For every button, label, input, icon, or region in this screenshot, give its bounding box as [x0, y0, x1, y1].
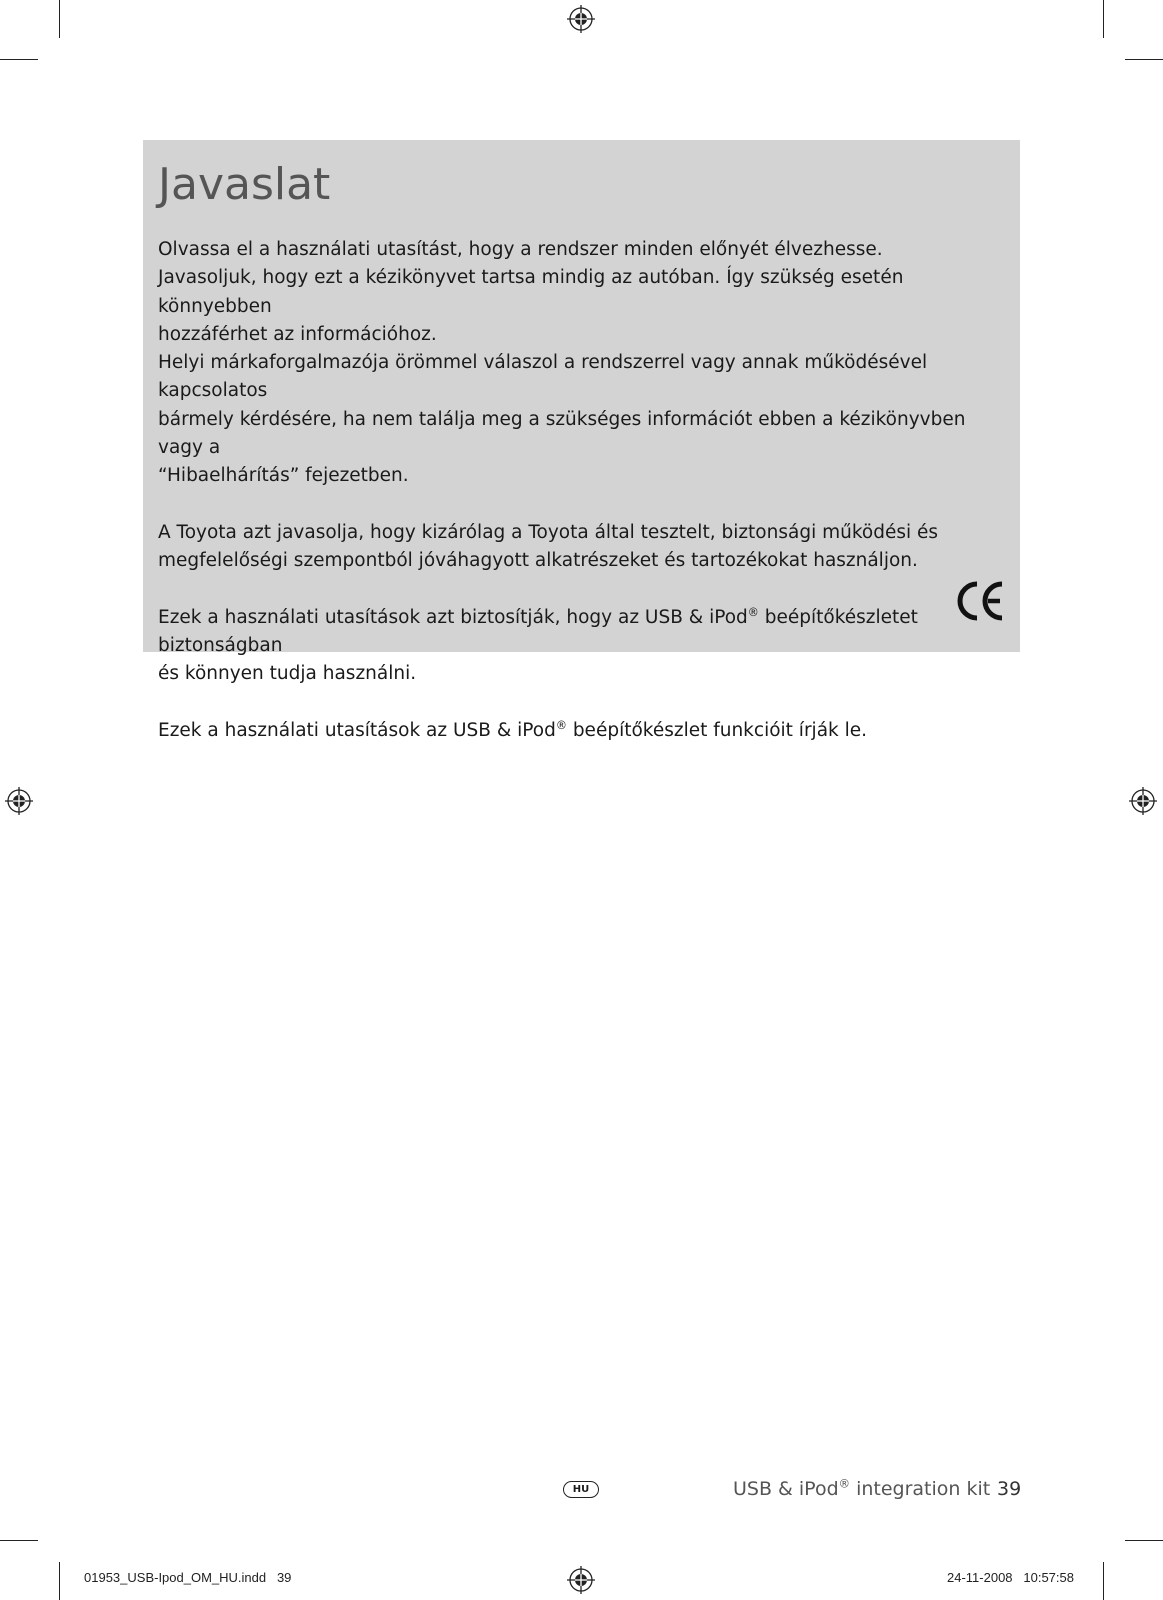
- registration-mark-icon: [566, 1565, 596, 1595]
- slug-file: 01953_USB-Ipod_OM_HU.indd 39: [84, 1570, 292, 1585]
- text-line: Helyi márkaforgalmazója örömmel válaszol a rendszerrel vagy annak működésével kapcsolatos: [158, 352, 928, 402]
- registration-mark-icon: [566, 4, 596, 34]
- paragraph: [158, 236, 1004, 491]
- text-line: Olvassa el a használati utasítást, hogy a rendszer minden előnyét élvezhesse.: [158, 239, 883, 260]
- footer-title: USB & iPod® integration kit: [733, 1476, 991, 1500]
- text-line: A Toyota azt javasolja, hogy kizárólag a Toyota által tesztelt, biztonsági működési és: [158, 521, 939, 543]
- language-badge: HU: [563, 1481, 599, 1498]
- text-line: bármely kérdésére, ha nem találja meg a szükséges információt ebben a kézikönyvben vagy a: [158, 408, 966, 459]
- registered-mark: ®: [555, 718, 567, 732]
- crop-mark: [1103, 0, 1104, 38]
- crop-mark: [59, 1562, 60, 1600]
- crop-mark: [0, 59, 38, 60]
- registered-mark: ®: [838, 1476, 851, 1491]
- text-line: megfelelőségi szempontból jóváhagyott alkatrészeket és tartozékokat használjon.: [158, 550, 918, 572]
- crop-mark: [0, 1540, 38, 1541]
- registration-mark-icon: [4, 786, 34, 816]
- ce-mark-icon: [956, 580, 1004, 622]
- text-line: Ezek a használati utasítások azt biztosítják, hogy az USB & iPod® beépítőkészletet biztonságban: [158, 605, 918, 657]
- crop-mark: [1125, 1540, 1163, 1541]
- text-line: “Hibaelhárítás” fejezetben.: [158, 465, 409, 487]
- registered-mark: ®: [747, 605, 759, 619]
- text-line: Javasoljuk, hogy ezt a kézikönyvet tartsa mindig az autóban. Így szükség esetén könnyebben: [158, 267, 904, 317]
- text-line: és könnyen tudja használni.: [158, 663, 417, 685]
- paragraph: [158, 717, 1004, 745]
- crop-mark: [59, 0, 60, 38]
- crop-mark: [1125, 59, 1163, 60]
- registration-mark-icon: [1128, 786, 1158, 816]
- slug-date: 24-11-2008 10:57:58: [947, 1570, 1074, 1585]
- section-title: Javaslat: [158, 159, 331, 210]
- recommendation-box: [143, 140, 1020, 742]
- page-number: 39: [997, 1478, 1022, 1500]
- crop-mark: [1103, 1562, 1104, 1600]
- paragraph: [158, 604, 1004, 689]
- text-line: hozzáférhet az információhoz.: [158, 323, 437, 345]
- paragraph: [158, 519, 1004, 576]
- text-line: Ezek a használati utasítások az USB & iPod® beépítőkészlet funkcióit írják le.: [158, 718, 868, 742]
